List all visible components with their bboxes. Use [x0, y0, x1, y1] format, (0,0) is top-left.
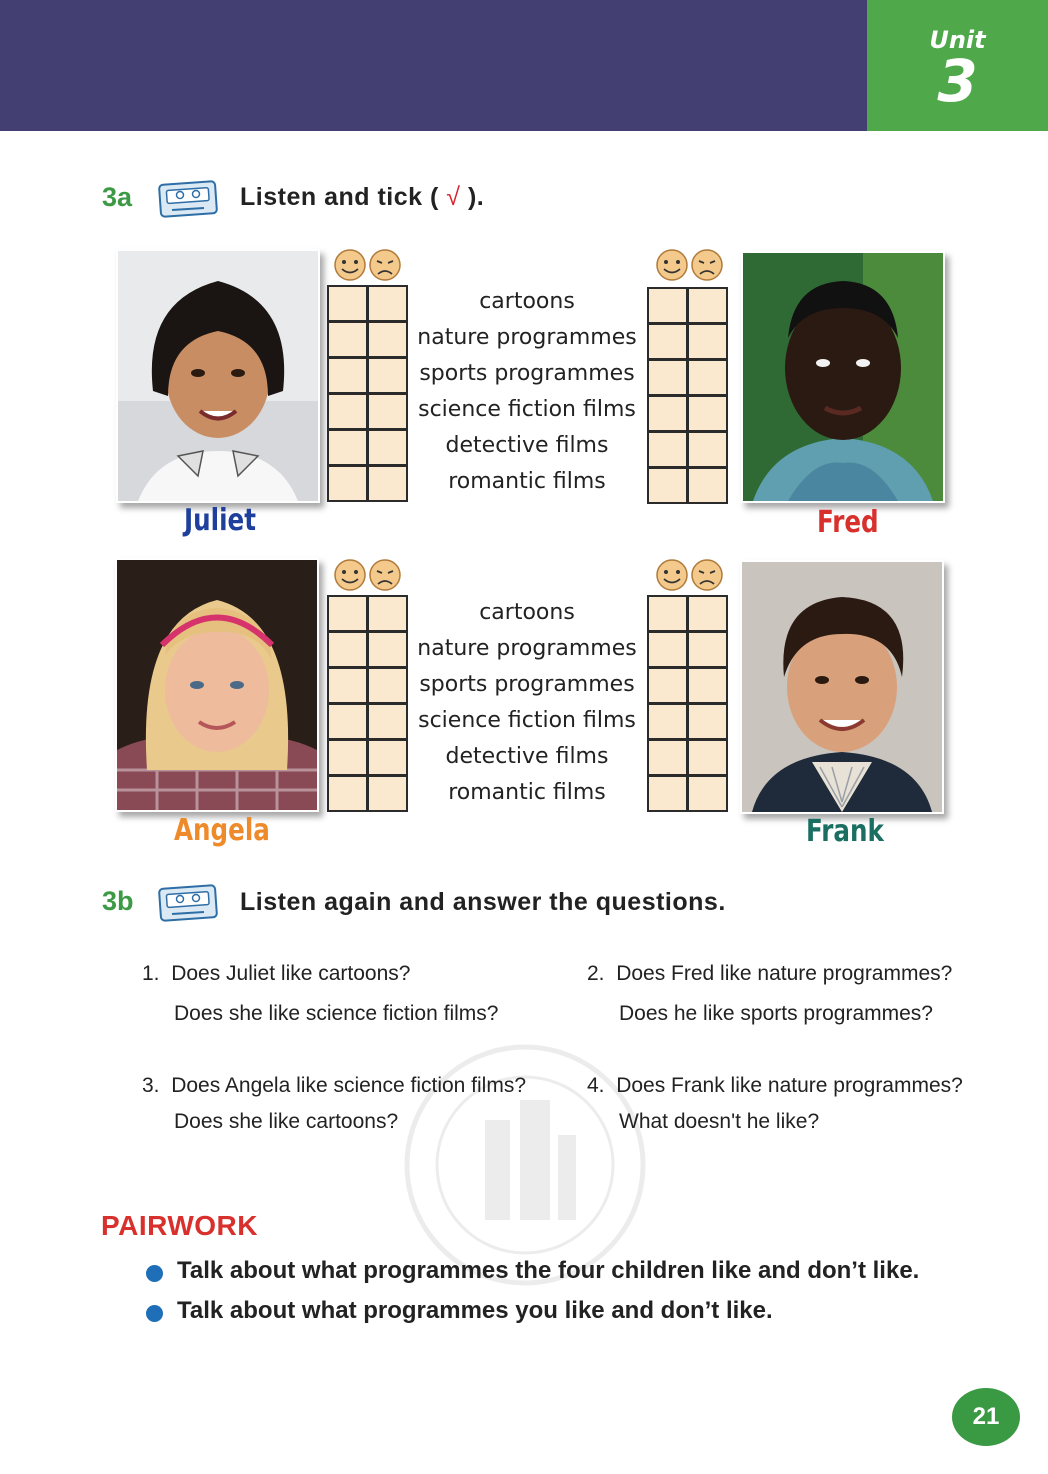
programme-item: sports programmes	[419, 361, 635, 386]
dislike-tick-box[interactable]	[687, 287, 728, 324]
like-tick-box[interactable]	[327, 595, 368, 632]
like-tick-box[interactable]	[647, 287, 688, 324]
like-tick-box[interactable]	[327, 429, 368, 466]
dislike-tick-box[interactable]	[367, 393, 408, 430]
unit-tab	[867, 0, 1048, 131]
dislike-tick-box[interactable]	[367, 739, 408, 776]
unit-number: 3	[937, 47, 978, 115]
tick-grid-angela	[328, 596, 408, 812]
programme-item: nature programmes	[417, 636, 637, 661]
cassette-icon	[158, 884, 218, 922]
programme-item: science fiction films	[418, 397, 636, 422]
tick-grid-juliet	[328, 286, 408, 502]
dislike-tick-box[interactable]	[367, 357, 408, 394]
dislike-tick-box[interactable]	[687, 323, 728, 360]
programme-item: romantic films	[448, 469, 606, 494]
like-tick-box[interactable]	[327, 285, 368, 322]
angela-photo	[115, 558, 319, 812]
dislike-tick-box[interactable]	[367, 595, 408, 632]
dislike-tick-box[interactable]	[367, 285, 408, 322]
programme-item: romantic films	[448, 780, 606, 805]
like-tick-box[interactable]	[647, 739, 688, 776]
exercise-3b-title: Listen again and answer the questions.	[240, 888, 726, 916]
name-frank: Frank	[806, 814, 884, 849]
like-tick-box[interactable]	[327, 631, 368, 668]
tick-mark: √	[446, 183, 461, 211]
like-tick-box[interactable]	[327, 739, 368, 776]
like-tick-box[interactable]	[647, 395, 688, 432]
like-tick-box[interactable]	[647, 431, 688, 468]
like-tick-box[interactable]	[327, 667, 368, 704]
question-1: 1. Does Juliet like cartoons?	[142, 962, 411, 985]
dislike-tick-box[interactable]	[367, 429, 408, 466]
like-dislike-faces-icon	[652, 248, 732, 282]
pairwork-item-1: Talk about what programmes the four children like and don’t like.	[177, 1257, 920, 1284]
like-tick-box[interactable]	[327, 321, 368, 358]
programme-list-top	[407, 284, 647, 500]
like-tick-box[interactable]	[647, 703, 688, 740]
like-tick-box[interactable]	[647, 323, 688, 360]
like-tick-box[interactable]	[327, 703, 368, 740]
like-tick-box[interactable]	[647, 631, 688, 668]
question-3: 3. Does Angela like science fiction films?	[142, 1074, 527, 1097]
dislike-tick-box[interactable]	[687, 595, 728, 632]
dislike-tick-box[interactable]	[687, 667, 728, 704]
page-number: 21	[952, 1388, 1020, 1446]
exercise-3b-label: 3b	[102, 886, 134, 916]
unit-label: Unit	[929, 26, 986, 54]
tick-grid-frank	[648, 596, 728, 812]
programme-item: sports programmes	[419, 672, 635, 697]
cassette-icon	[158, 180, 218, 218]
bullet-icon	[146, 1265, 163, 1282]
like-dislike-faces-icon	[652, 558, 732, 592]
like-dislike-faces-icon	[330, 248, 410, 282]
tick-grid-fred	[648, 288, 728, 504]
programme-item: nature programmes	[417, 325, 637, 350]
name-juliet: Juliet	[184, 503, 256, 538]
question-1-followup: Does she like science fiction films?	[174, 1002, 499, 1025]
programme-item: science fiction films	[418, 708, 636, 733]
question-4-followup: What doesn't he like?	[619, 1110, 820, 1133]
juliet-photo	[116, 249, 320, 503]
dislike-tick-box[interactable]	[687, 395, 728, 432]
dislike-tick-box[interactable]	[367, 703, 408, 740]
dislike-tick-box[interactable]	[687, 631, 728, 668]
dislike-tick-box[interactable]	[367, 321, 408, 358]
like-tick-box[interactable]	[327, 465, 368, 502]
question-3-followup: Does she like cartoons?	[174, 1110, 399, 1133]
dislike-tick-box[interactable]	[687, 775, 728, 812]
pairwork-item-2: Talk about what programmes you like and don’t like.	[177, 1297, 773, 1324]
frank-photo	[740, 560, 944, 814]
like-tick-box[interactable]	[327, 393, 368, 430]
programme-item: detective films	[445, 744, 609, 769]
dislike-tick-box[interactable]	[367, 775, 408, 812]
like-tick-box[interactable]	[647, 467, 688, 504]
like-tick-box[interactable]	[647, 775, 688, 812]
question-2: 2. Does Fred like nature programmes?	[587, 962, 953, 985]
dislike-tick-box[interactable]	[687, 431, 728, 468]
name-fred: Fred	[817, 505, 879, 540]
exercise-3a-title: Listen and tick ( √ ).	[240, 183, 485, 211]
like-tick-box[interactable]	[647, 595, 688, 632]
fred-photo	[741, 251, 945, 503]
dislike-tick-box[interactable]	[367, 631, 408, 668]
like-tick-box[interactable]	[647, 667, 688, 704]
like-tick-box[interactable]	[327, 357, 368, 394]
exercise-3a-label: 3a	[102, 182, 133, 212]
dislike-tick-box[interactable]	[687, 467, 728, 504]
dislike-tick-box[interactable]	[367, 667, 408, 704]
name-angela: Angela	[174, 813, 270, 848]
like-tick-box[interactable]	[327, 775, 368, 812]
programme-item: cartoons	[479, 289, 575, 314]
dislike-tick-box[interactable]	[687, 739, 728, 776]
like-dislike-faces-icon	[330, 558, 410, 592]
programme-item: cartoons	[479, 600, 575, 625]
programme-item: detective films	[445, 433, 609, 458]
dislike-tick-box[interactable]	[687, 703, 728, 740]
bullet-icon	[146, 1305, 163, 1322]
dislike-tick-box[interactable]	[687, 359, 728, 396]
programme-list-bottom	[407, 595, 647, 811]
question-2-followup: Does he like sports programmes?	[619, 1002, 933, 1025]
like-tick-box[interactable]	[647, 359, 688, 396]
dislike-tick-box[interactable]	[367, 465, 408, 502]
pairwork-title: PAIRWORK	[101, 1210, 258, 1241]
header-band	[0, 0, 867, 131]
question-4: 4. Does Frank like nature programmes?	[587, 1074, 963, 1097]
